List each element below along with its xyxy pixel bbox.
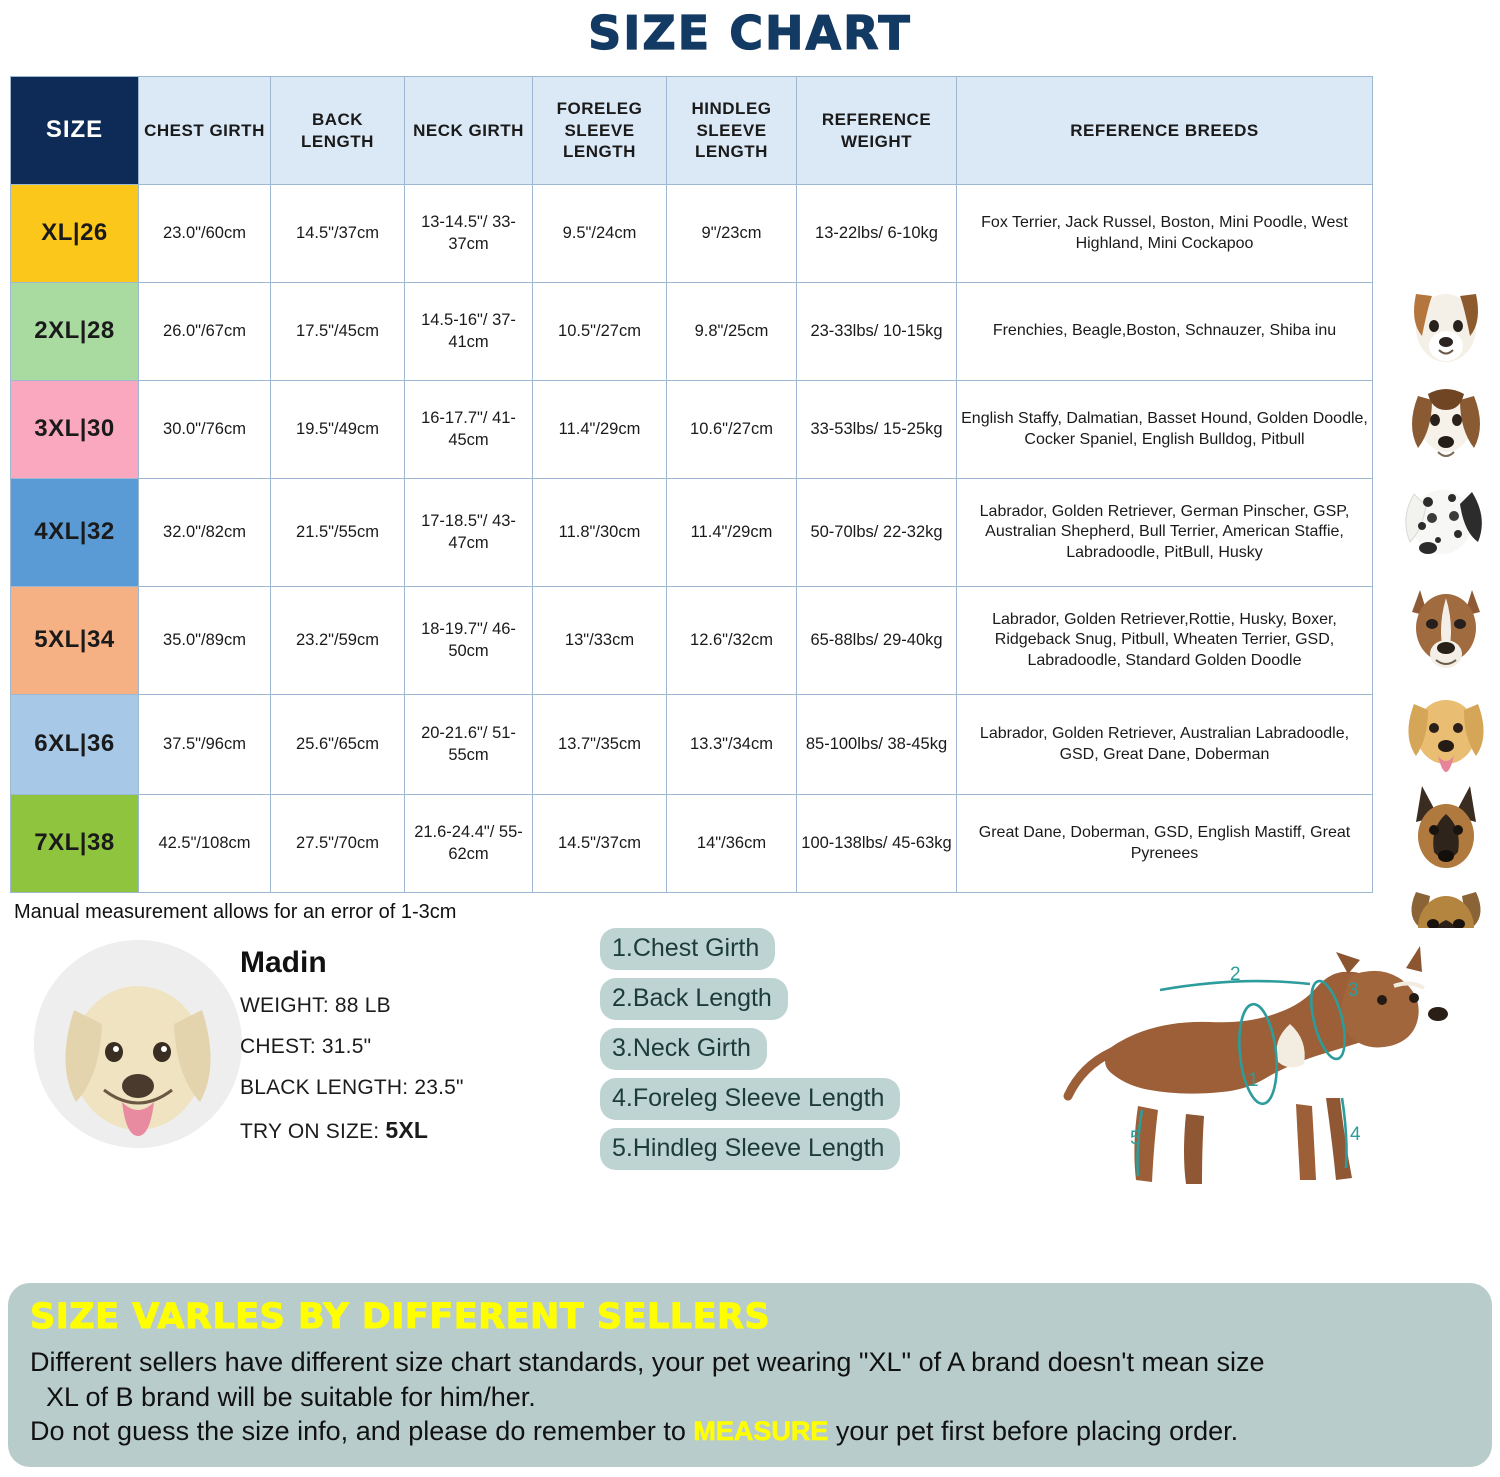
dog-measurement-diagram (990, 928, 1490, 1228)
diagram-marker-5: 5 (1130, 1128, 1141, 1149)
cell-foreleg: 9.5"/24cm (533, 185, 667, 283)
cell-foreleg: 10.5"/27cm (533, 283, 667, 381)
breed-photo-column (1392, 272, 1500, 970)
cell-hindleg: 12.6"/32cm (667, 587, 797, 695)
banner-line-3-b: your pet first before placing order. (828, 1416, 1239, 1447)
cell-neck: 16-17.7"/ 41-45cm (405, 381, 533, 479)
breed-photo-dalmatian (1392, 468, 1500, 572)
legend-item-back-length: 2.Back Length (600, 978, 788, 1020)
model-chest: CHEST: 31.5" (240, 1035, 372, 1058)
cell-foreleg: 11.8"/30cm (533, 479, 667, 587)
banner-line-3-a: Do not guess the size info, and please do remember to (30, 1416, 694, 1447)
banner-measure-highlight: MEASURE (693, 1416, 829, 1447)
cell-size: 4XL|32 (11, 479, 139, 587)
col-header-reference-weight: REFERENCE WEIGHT (797, 77, 957, 185)
cell-breeds: Great Dane, Doberman, GSD, English Mastiff, Great Pyrenees (957, 795, 1373, 893)
cell-back: 27.5"/70cm (271, 795, 405, 893)
model-section (0, 928, 1500, 1238)
cell-weight: 100-138lbs/ 45-63kg (797, 795, 957, 893)
cell-foreleg: 14.5"/37cm (533, 795, 667, 893)
cell-size: XL|26 (11, 185, 139, 283)
cell-size: 2XL|28 (11, 283, 139, 381)
size-chart-table-wrap (10, 76, 1490, 893)
model-name: Madin (240, 946, 327, 979)
cell-neck: 14.5-16"/ 37-41cm (405, 283, 533, 381)
cell-weight: 85-100lbs/ 38-45kg (797, 695, 957, 795)
cell-back: 21.5"/55cm (271, 479, 405, 587)
banner-body (30, 1345, 1470, 1449)
cell-weight: 50-70lbs/ 22-32kg (797, 479, 957, 587)
breed-photo-american-staffordshire-terrier (1392, 572, 1500, 680)
banner-line-1: Different sellers have different size chart standards, your pet wearing "XL" of A brand doesn't mean size (30, 1347, 1265, 1378)
cell-weight: 33-53lbs/ 15-25kg (797, 381, 957, 479)
cell-hindleg: 14"/36cm (667, 795, 797, 893)
page-title: SIZE CHART (588, 6, 912, 60)
model-weight: WEIGHT: 88 LB (240, 994, 391, 1017)
cell-neck: 20-21.6"/ 51-55cm (405, 695, 533, 795)
breed-photo-german-shepherd (1392, 780, 1500, 878)
table-row (11, 587, 1373, 695)
cell-chest: 30.0"/76cm (139, 381, 271, 479)
cell-chest: 26.0"/67cm (139, 283, 271, 381)
cell-size: 3XL|30 (11, 381, 139, 479)
cell-chest: 32.0"/82cm (139, 479, 271, 587)
model-tryon (240, 1117, 570, 1144)
breed-photo-golden-retriever (1392, 680, 1500, 780)
table-row (11, 695, 1373, 795)
diagram-marker-3: 3 (1348, 980, 1359, 1001)
legend-item-hindleg-sleeve-length: 5.Hindleg Sleeve Length (600, 1128, 900, 1170)
tryon-label: TRY ON SIZE: (240, 1120, 380, 1143)
legend-item-chest-girth: 1.Chest Girth (600, 928, 775, 970)
cell-back: 14.5"/37cm (271, 185, 405, 283)
table-row (11, 479, 1373, 587)
model-back-length: BLACK LENGTH: 23.5" (240, 1076, 464, 1099)
table-row (11, 185, 1373, 283)
table-header-row (11, 77, 1373, 185)
cell-back: 25.6"/65cm (271, 695, 405, 795)
cell-chest: 42.5"/108cm (139, 795, 271, 893)
cell-weight: 13-22lbs/ 6-10kg (797, 185, 957, 283)
cell-breeds: Labrador, Golden Retriever, German Pinscher, GSP, Australian Shepherd, Bull Terrier, American Staffie, Labradoodle, PitBull, Husky (957, 479, 1373, 587)
cell-breeds: Fox Terrier, Jack Russel, Boston, Mini Poodle, West Highland, Mini Cockapoo (957, 185, 1373, 283)
legend-item-neck-girth: 3.Neck Girth (600, 1028, 767, 1070)
banner-line-2: XL of B brand will be suitable for him/her. (46, 1381, 536, 1412)
cell-hindleg: 10.6"/27cm (667, 381, 797, 479)
cell-breeds: Labrador, Golden Retriever, Australian Labradoodle, GSD, Great Dane, Doberman (957, 695, 1373, 795)
table-row (11, 283, 1373, 381)
col-header-hindleg-sleeve-length: HINDLEG SLEEVE LENGTH (667, 77, 797, 185)
cell-breeds: Labrador, Golden Retriever,Rottie, Husky, Boxer, Ridgeback Snug, Pitbull, Wheaten Terrier, GSD, Labradoodle, Standard Golden Doodle (957, 587, 1373, 695)
seller-warning-banner (8, 1283, 1492, 1467)
legend-item-foreleg-sleeve-length: 4.Foreleg Sleeve Length (600, 1078, 900, 1120)
diagram-marker-4: 4 (1350, 1124, 1361, 1145)
col-header-foreleg-sleeve-length: FORELEG SLEEVE LENGTH (533, 77, 667, 185)
cell-back: 19.5"/49cm (271, 381, 405, 479)
tryon-size: 5XL (385, 1117, 429, 1143)
banner-title: SIZE VARLES BY DIFFERENT SELLERS (30, 1297, 771, 1338)
col-header-back-length: BACK LENGTH (271, 77, 405, 185)
cell-size: 5XL|34 (11, 587, 139, 695)
avatar (34, 940, 242, 1148)
cell-hindleg: 9.8"/25cm (667, 283, 797, 381)
cell-foreleg: 13.7"/35cm (533, 695, 667, 795)
diagram-marker-1: 1 (1248, 1070, 1259, 1091)
measurement-note: Manual measurement allows for an error of 1-3cm (14, 901, 457, 923)
col-header-chest-girth: CHEST GIRTH (139, 77, 271, 185)
cell-hindleg: 13.3"/34cm (667, 695, 797, 795)
cell-breeds: Frenchies, Beagle,Boston, Schnauzer, Shiba inu (957, 283, 1373, 381)
table-body (11, 185, 1373, 893)
cell-neck: 18-19.7"/ 46-50cm (405, 587, 533, 695)
cell-breeds: English Staffy, Dalmatian, Basset Hound, Golden Doodle, Cocker Spaniel, English Bulldog, Pitbull (957, 381, 1373, 479)
cell-size: 6XL|36 (11, 695, 139, 795)
col-header-size: SIZE (11, 77, 139, 185)
measurement-legend (600, 928, 900, 1178)
cell-hindleg: 9"/23cm (667, 185, 797, 283)
cell-chest: 23.0"/60cm (139, 185, 271, 283)
cell-foreleg: 13"/33cm (533, 587, 667, 695)
cell-chest: 37.5"/96cm (139, 695, 271, 795)
cell-back: 17.5"/45cm (271, 283, 405, 381)
cell-weight: 65-88lbs/ 29-40kg (797, 587, 957, 695)
breed-photo-beagle (1392, 370, 1500, 468)
cell-hindleg: 11.4"/29cm (667, 479, 797, 587)
cell-neck: 17-18.5"/ 43-47cm (405, 479, 533, 587)
cell-neck: 21.6-24.4"/ 55-62cm (405, 795, 533, 893)
table-row (11, 381, 1373, 479)
cell-foreleg: 11.4"/29cm (533, 381, 667, 479)
cell-size: 7XL|38 (11, 795, 139, 893)
model-info (240, 946, 570, 1161)
cell-back: 23.2"/59cm (271, 587, 405, 695)
cell-neck: 13-14.5"/ 33-37cm (405, 185, 533, 283)
cell-weight: 23-33lbs/ 10-15kg (797, 283, 957, 381)
cell-chest: 35.0"/89cm (139, 587, 271, 695)
col-header-reference-breeds: REFERENCE BREEDS (957, 77, 1373, 185)
diagram-marker-2: 2 (1230, 964, 1241, 985)
col-header-neck-girth: NECK GIRTH (405, 77, 533, 185)
banner-line-3 (30, 1414, 1470, 1449)
table-row (11, 795, 1373, 893)
table-head (11, 77, 1373, 185)
breed-photo-jack-russell-terrier (1392, 272, 1500, 370)
size-chart-table (10, 76, 1373, 893)
